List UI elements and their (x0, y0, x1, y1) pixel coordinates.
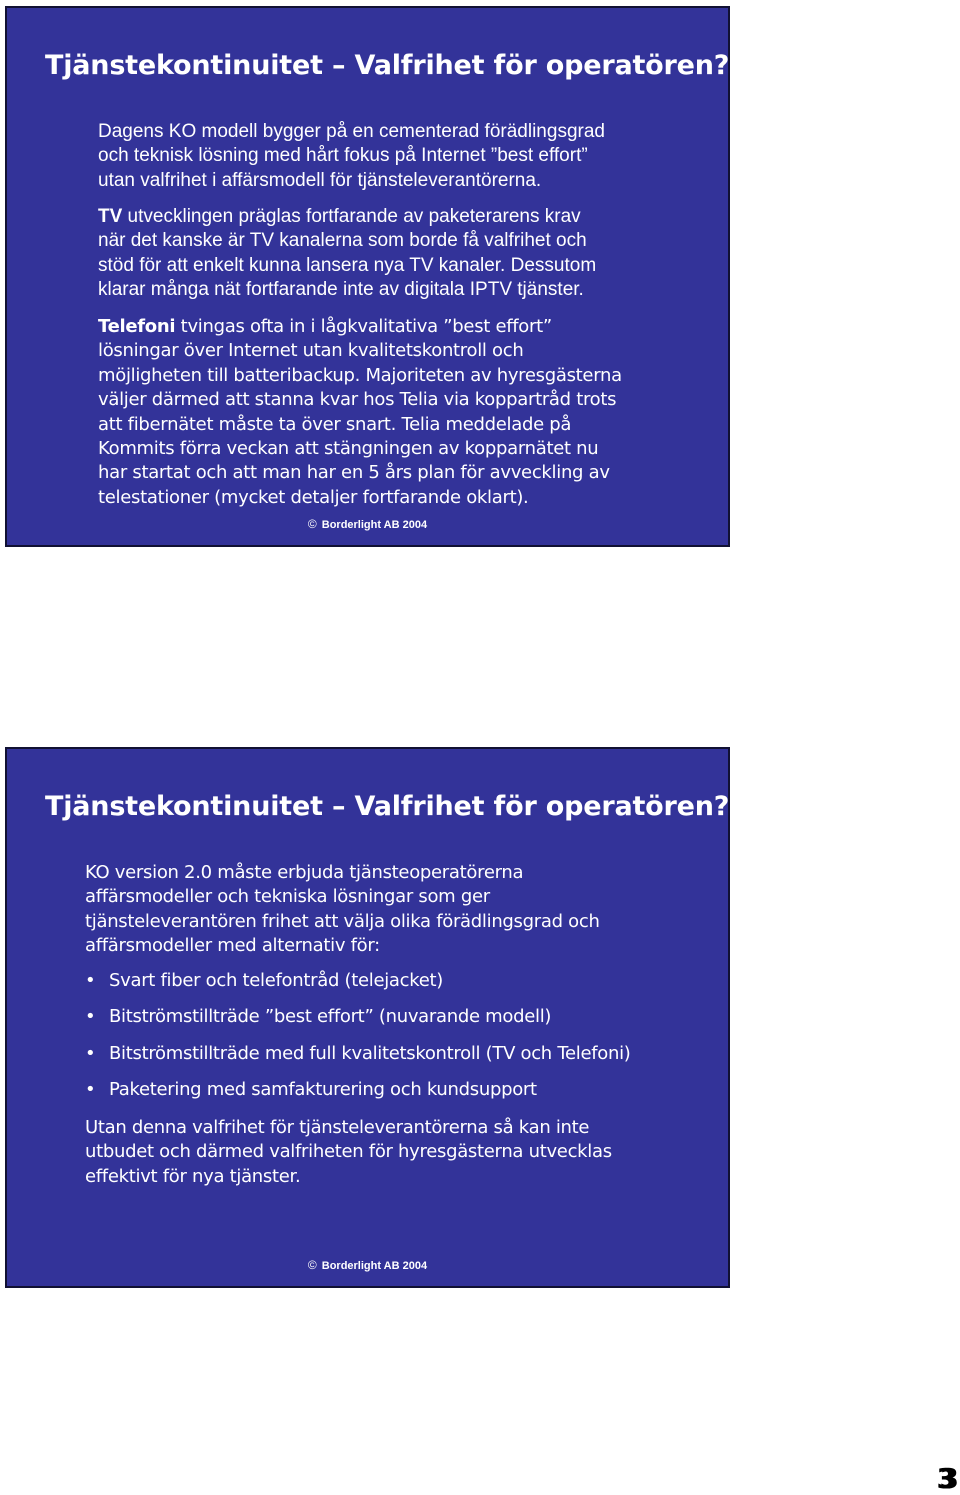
tv-keyword: TV (98, 206, 123, 227)
slide-1-footer (7, 517, 728, 531)
text-line: klarar många nät fortfarande inte av digitala IPTV tjänster. (98, 279, 584, 301)
text-line: lösningar över Internet utan kvalitetskontroll och (98, 340, 524, 362)
slide-2-title: Tjänstekontinuitet – Valfrihet för operatören? (45, 791, 730, 822)
list-item (85, 1005, 631, 1041)
text-line: effektivt för nya tjänster. (85, 1165, 301, 1187)
telefoni-keyword: Telefoni (98, 316, 176, 337)
slide-1-paragraph-ko-model (98, 120, 605, 193)
bullet-icon: • (85, 970, 96, 991)
list-item (85, 969, 631, 1005)
text-line: väljer därmed att stanna kvar hos Telia via koppartråd trots (98, 389, 617, 411)
text-line: KO version 2.0 måste erbjuda tjänsteoperatörerna (85, 862, 524, 883)
copyright-icon: © (307, 1258, 317, 1272)
slide-2-outro (85, 1116, 612, 1189)
copyright-icon: © (307, 517, 317, 531)
text-line: Utan denna valfrihet för tjänsteleverantörerna så kan inte (85, 1117, 590, 1138)
list-item (85, 1042, 631, 1078)
footer-text: Borderlight AB 2004 (321, 519, 428, 531)
text-line: utbudet och därmed valfriheten för hyresgästerna utvecklas (85, 1141, 612, 1163)
list-item (85, 1078, 631, 1114)
text-line: Kommits förra veckan att stängningen av kopparnätet nu (98, 438, 599, 460)
text-line: och teknisk lösning med hårt fokus på Internet ”best effort” (98, 145, 588, 167)
slide-2-intro (85, 861, 600, 959)
text-line: möjligheten till batteribackup. Majoriteten av hyresgästerna (98, 364, 622, 386)
list-item-text: Bitströmstillträde med full kvalitetskontroll (TV och Telefoni) (109, 1042, 631, 1064)
list-item-text: Paketering med samfakturering och kundsupport (109, 1079, 537, 1101)
slide-1-title: Tjänstekontinuitet – Valfrihet för operatören? (45, 50, 730, 81)
list-item-text: Bitströmstillträde ”best effort” (nuvarande modell) (109, 1006, 552, 1028)
text-line: att fibernätet måste ta över snart. Telia meddelade på (98, 413, 572, 435)
text-line: affärsmodeller och tekniska lösningar som ger (85, 886, 490, 908)
slide-2 (5, 747, 730, 1288)
slide-1-paragraph-tv (98, 205, 596, 303)
text-line: tvingas ofta in i lågkvalitativa ”best effort” (175, 316, 552, 337)
text-line: när det kanske är TV kanalerna som borde få valfrihet och (98, 230, 587, 252)
text-line: har startat och att man har en 5 års plan för avveckling av (98, 462, 610, 484)
text-line: telestationer (mycket detaljer fortfarande oklart). (98, 486, 529, 508)
text-line: Dagens KO modell bygger på en cementerad förädlingsgrad (98, 121, 605, 142)
text-line: utvecklingen präglas fortfarande av paketerarens krav (122, 206, 581, 227)
slide-2-bullet-list (85, 969, 631, 1115)
text-line: utan valfrihet i affärsmodell för tjänsteleverantörerna. (98, 169, 542, 191)
slide-1 (5, 6, 730, 547)
list-item-text: Svart fiber och telefontråd (telejacket) (109, 970, 443, 991)
slide-1-paragraph-telefoni (98, 315, 622, 510)
bullet-icon: • (85, 1079, 96, 1101)
bullet-icon: • (85, 1006, 96, 1028)
text-line: affärsmodeller med alternativ för: (85, 935, 380, 957)
slide-2-footer (7, 1258, 728, 1272)
footer-text: Borderlight AB 2004 (321, 1260, 428, 1272)
text-line: stöd för att enkelt kunna lansera nya TV kanaler. Dessutom (98, 254, 597, 276)
bullet-icon: • (85, 1042, 96, 1064)
page-number: 3 (936, 1462, 956, 1495)
text-line: tjänsteleverantören frihet att välja olika förädlingsgrad och (85, 910, 600, 932)
